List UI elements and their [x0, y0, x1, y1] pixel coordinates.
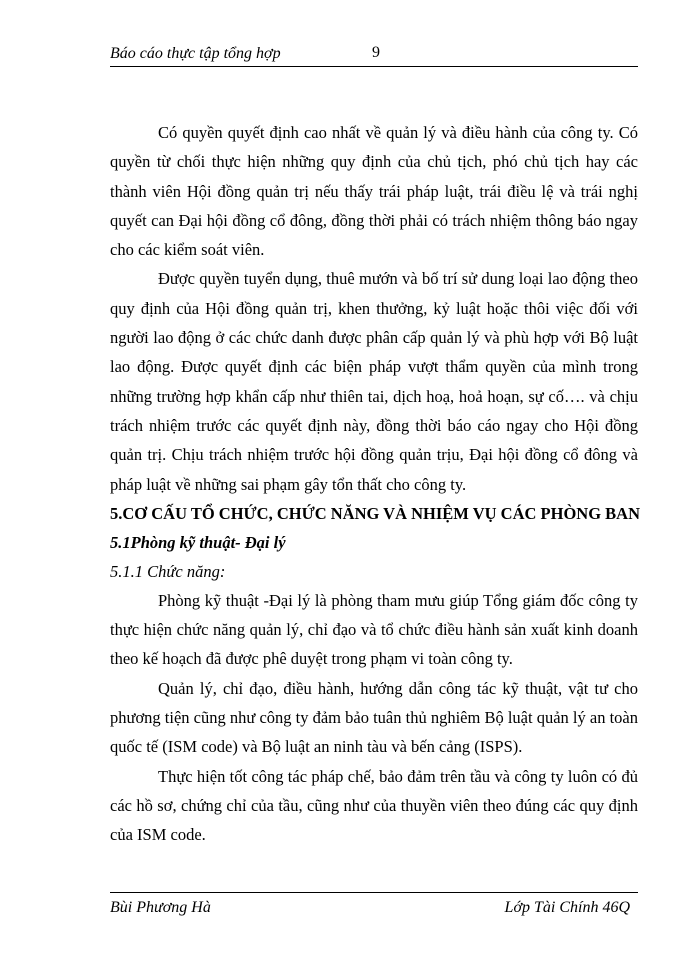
page-number: 9 — [372, 44, 380, 61]
header-title: Báo cáo thực tập tổng hợp — [110, 45, 281, 62]
footer-class: Lớp Tài Chính 46Q — [504, 899, 630, 916]
paragraph-legal: Thực hiện tốt công tác pháp chế, bảo đảm trên tầu và công ty luôn có đủ các hồ sơ, chứng chỉ của tầu, cũng như của thuyền viên theo đúng các quy định của ISM code. — [110, 766, 638, 845]
section-heading: 5.CƠ CẤU TỔ CHỨC, CHỨC NĂNG VÀ NHIỆM VỤ CÁC PHÒNG BAN — [110, 503, 640, 523]
paragraph-management: Quản lý, chỉ đạo, điều hành, hướng dẫn công tác kỹ thuật, vật tư cho phương tiện cũng như công ty đảm bảo tuân thủ nghiêm Bộ luật quản lý an toàn quốc tế (ISM code) và Bộ luật an ninh tàu và bến cảng (ISPS). — [110, 678, 638, 757]
paragraph-function: Phòng kỹ thuật -Đại lý là phòng tham mưu giúp Tổng giám đốc công ty thực hiện chức năng quản lý, chỉ đạo và tổ chức điều hành sản xuất kinh doanh theo kế hoạch đã được phê duyệt trong phạm vi toàn công ty. — [110, 590, 638, 669]
page-body — [110, 118, 638, 850]
page-header — [110, 44, 638, 67]
subsubsection-heading: 5.1.1 Chức năng: — [110, 561, 226, 581]
page-footer — [110, 892, 638, 919]
paragraph-authority: Có quyền quyết định cao nhất về quản lý và điều hành của công ty. Có quyền từ chối thực hiện những quy định của chủ tịch, phó chủ tịch hay các thành viên Hội đồng quản trị nếu thấy trái pháp luật, trái điều lệ và trái nghị quyết can Đại hội đồng cổ đông, đồng thời phải có trách nhiệm thông báo ngay cho các kiểm soát viên. — [110, 123, 638, 260]
paragraph-hiring: Được quyền tuyển dụng, thuê mướn và bố trí sử dung loại lao động theo quy định của Hội đồng quản trị, khen thưởng, kỷ luật hoặc thôi việc đối với người lao động ở các chức danh được phân cấp quản lý và phù hợp với Bộ luật lao động. Được quyết định các biện pháp vượt thẩm quyền của mình trong những trường hợp khẩn cấp như thiên tai, dịch hoạ, hoả hoạn, sự cố…. và chịu trách nhiệm trước các quyết định này, đồng thời báo cáo ngay cho Hội đồng quản trị. Chịu trách nhiệm trước hội đồng quản trịu, Đại hội đồng cổ đông và pháp luật về những sai phạm gây tổn thất cho công ty. — [110, 269, 638, 494]
subsection-heading: 5.1Phòng kỹ thuật- Đại lý — [110, 532, 286, 552]
footer-author: Bùi Phương Hà — [110, 899, 211, 916]
